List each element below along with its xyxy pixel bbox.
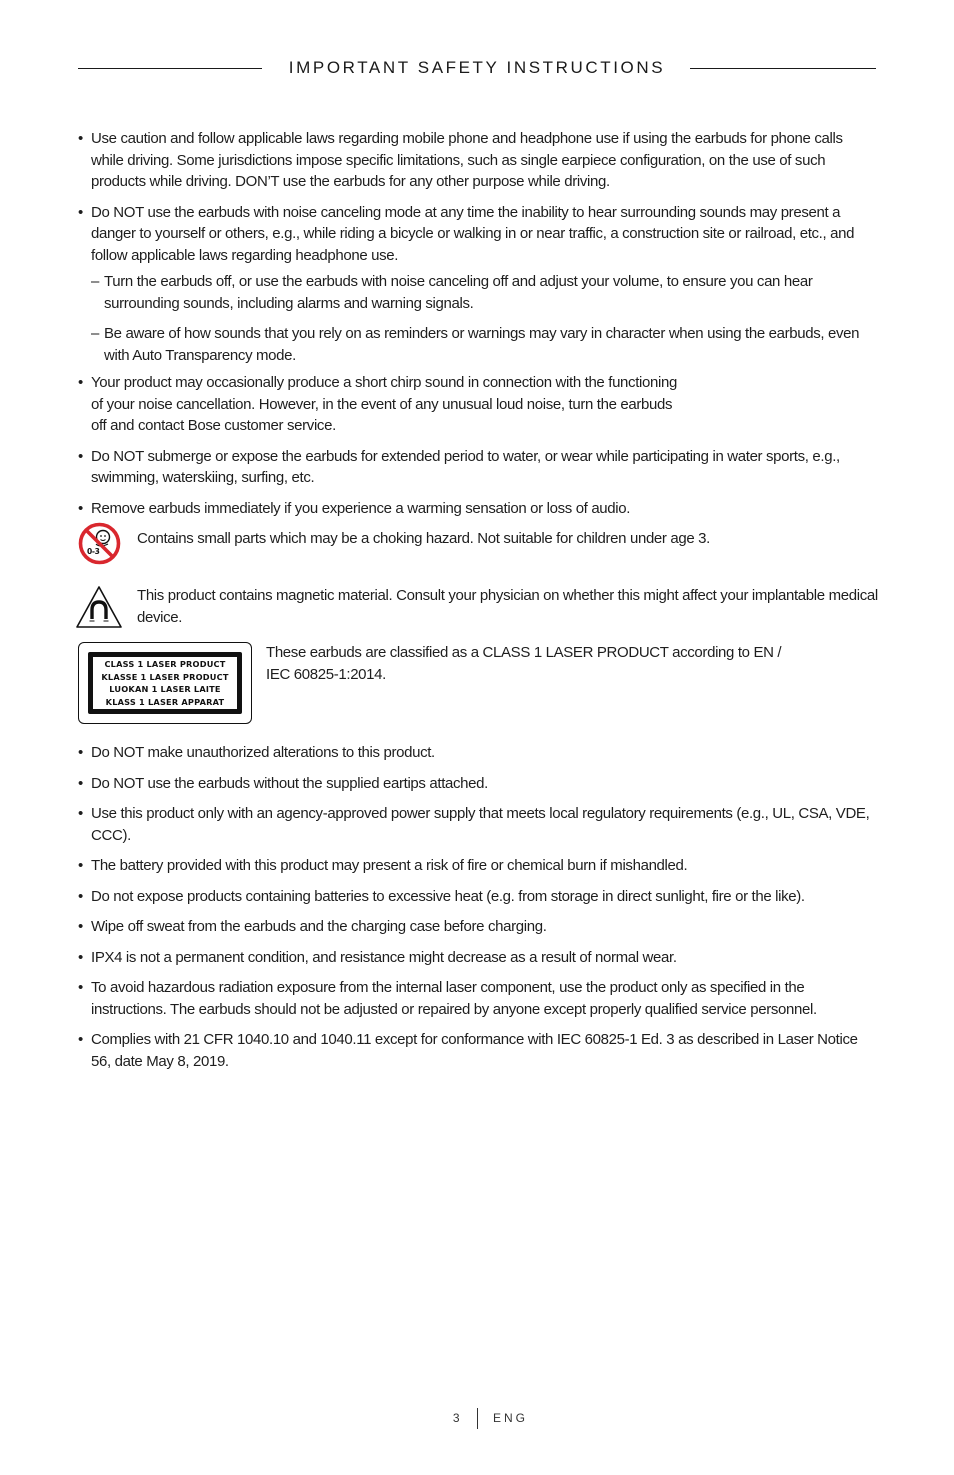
choking-icon-label: 0-3 [87,547,100,556]
instruction-list-continued [78,742,878,1072]
page-number: 3 [452,1411,461,1425]
list-item: • To avoid hazardous radiation exposure from the internal laser component, use the product only as specified in the instructions. The earbuds should not be adjusted or repaired by anyone except properly qualified service personnel. [78,977,878,1020]
laser-label-line: KLASSE 1 LASER PRODUCT [101,671,229,682]
instruction-list [78,128,878,519]
laser-label-line: CLASS 1 LASER PRODUCT [104,659,226,669]
list-item: • Complies with 21 CFR 1040.10 and 1040.11 except for conformance with IEC 60825-1 Ed. 3 as described in Laser Notice 56, date May 8, 2019. [78,1029,878,1072]
list-item-text: • Your product may occasionally produce a short chirp sound in connection with the functioning of your noise cancellation. However, in the event of any unusual loud noise, turn the earbuds off and contact Bose customer service. [91,374,677,434]
header-rule-right [690,68,876,69]
list-item: • Use caution and follow applicable laws regarding mobile phone and headphone use if using the earbuds for phone calls while driving. Some jurisdictions impose specific limitations, such as single earpiece configuration, on the use of such products while driving. DON’T use the earbuds for any other purpose while driving. [78,128,878,193]
list-item: • IPX4 is not a permanent condition, and resistance might decrease as a result of normal wear. [78,947,878,969]
page-footer [0,1408,954,1432]
laser-label-line: KLASS 1 LASER APPARAT [105,696,225,707]
choking-hazard-text: Contains small parts which may be a choking hazard. Not suitable for children under age 3. [137,530,710,547]
list-item: • Wipe off sweat from the earbuds and the charging case before charging. [78,916,878,938]
list-item: • Do NOT submerge or expose the earbuds for extended period to water, or wear while participating in water sports, e.g., swimming, waterskiing, surfing, etc. [78,446,878,489]
laser-product-label [78,642,252,724]
sub-list-item: – Turn the earbuds off, or use the earbuds with noise canceling off and adjust your volume, to ensure you can hear surrounding sounds, including alarms and warning signals. [78,271,878,314]
list-item: • Do not expose products containing batteries to excessive heat (e.g. from storage in direct sunlight, fire or the like). [78,886,878,908]
list-item: • Use this product only with an agency-approved power supply that meets local regulatory requirements (e.g., UL, CSA, VDE, CCC). [78,803,878,846]
list-item [78,202,878,367]
laser-label-line: LUOKAN 1 LASER LAITE [109,684,221,694]
magnetic-material-text: This product contains magnetic material. Consult your physician on whether this might affect your implantable medical device. [137,587,878,626]
choking-hazard-icon [78,522,121,565]
list-item: • Do NOT use the earbuds without the supplied eartips attached. [78,773,878,795]
magnetic-material-notice [78,585,878,633]
safety-instructions-body [78,128,878,1081]
list-item: • The battery provided with this product may present a risk of fire or chemical burn if mishandled. [78,855,878,877]
magnet-warning-icon [75,585,123,629]
choking-hazard-notice [78,528,878,576]
list-item: • Do NOT make unauthorized alterations to this product. [78,742,878,764]
sub-list-item: – Be aware of how sounds that you rely on as reminders or warnings may vary in character when using the earbuds, even with Auto Transparency mode. [78,323,878,366]
list-item: • Remove earbuds immediately if you experience a warming sensation or loss of audio. [78,498,878,520]
header-rule-left [78,68,262,69]
page-header [78,56,876,80]
list-item-text: Do NOT use the earbuds with noise canceling mode at any time the inability to hear surrounding sounds may present a danger to yourself or others, e.g., while riding a bicycle or walking in or near traffic, a construction site or railroad, etc., and follow applicable laws regarding headphone use. [91,203,855,264]
list-item [78,372,878,437]
laser-classification-text: These earbuds are classified as a CLASS 1 LASER PRODUCT according to EN / IEC 60825-1:2014. [266,644,782,683]
footer-divider [477,1408,478,1429]
laser-classification-notice [78,642,878,732]
page-title: IMPORTANT SAFETY INSTRUCTIONS [288,58,666,77]
language-code: ENG [493,1411,529,1425]
